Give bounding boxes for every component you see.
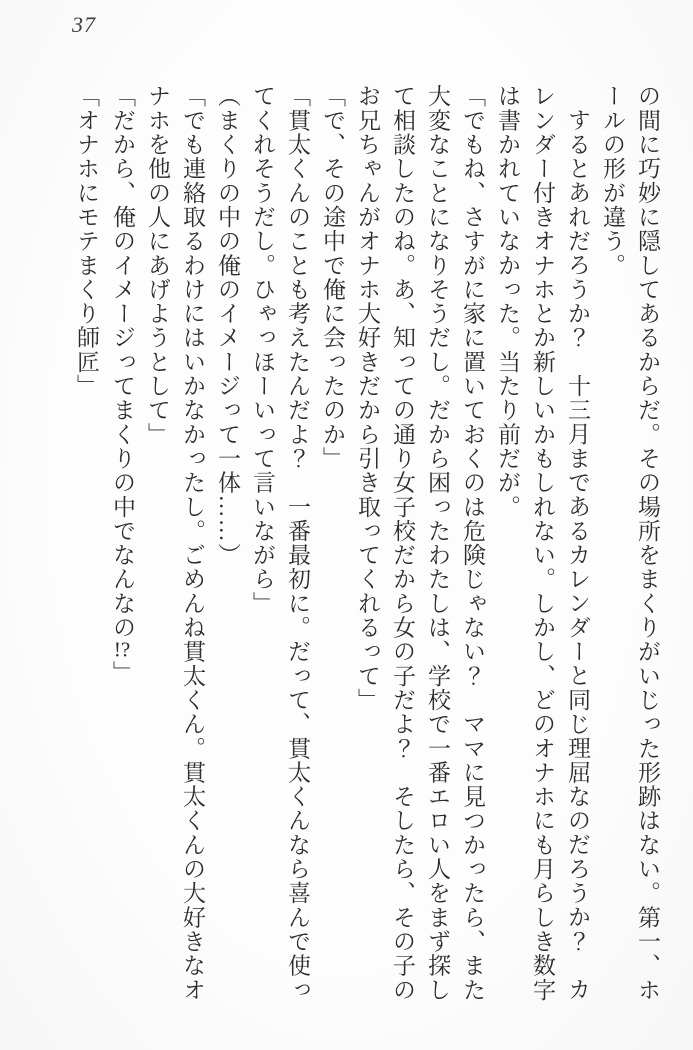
text-column-10: 「で、その途中で俺に会ったのか」	[320, 84, 345, 471]
text-column-15: ナホを他の人にあげようとして」	[145, 84, 170, 447]
text-column-12: てくれそうだし。ひゃっほーいって言いながら」	[250, 84, 275, 616]
text-column-14: 「でも連絡取るわけにはいかなかったし。ごめんね貫太くん。貫太くんの大好きなオ	[180, 84, 205, 1002]
tate-chu-yoko-interrobang: !?	[113, 639, 131, 661]
text-column-4: レンダー付きオナホとか新しいかもしれない。しかし、どのオナホにも月らしき数字	[530, 84, 555, 1002]
text-column-5: は書かれていなかった。当たり前だが。	[495, 84, 520, 519]
vertical-text-block	[69, 84, 665, 1008]
text-column-8: て相談したのね。あ、知っての通り女子校だから女の子だよ？ そしたら、その子の	[390, 84, 415, 1002]
text-column-2: ールの形が違う。	[600, 84, 625, 278]
text-column-13: （まくりの中の俺のイメージって一体……）	[215, 84, 240, 567]
text-column-7: 大変なことになりそうだし。だから困ったわたしは、学校で一番エロい人をまず探し	[425, 84, 450, 1002]
page-number: 37	[72, 12, 96, 37]
text-column-11: 「貫太くんのことも考えたんだよ？ 一番最初に。だって、貫太くんなら喜んで使っ	[285, 84, 310, 1002]
text-column-9: お兄ちゃんがオナホ大好きだから引き取ってくれるって」	[355, 84, 380, 712]
text-column-3: するとあれだろうか？ 十三月まであるカレンダーと同じ理屈なのだろうか？ カ	[565, 108, 590, 1002]
text-column-16: 「だから、俺のイメージってまくりの中でなんなの!?」	[110, 84, 135, 685]
text-column-1: の間に巧妙に隠してあるからだ。その場所をまくりがいじった形跡はない。第一、ホ	[635, 84, 660, 1002]
text-column-6: 「でもね、さすがに家に置いておくのは危険じゃない？ ママに見つかったら、また	[460, 84, 485, 1002]
text-column-17: 「オナホにモテまくり師匠」	[74, 84, 99, 398]
